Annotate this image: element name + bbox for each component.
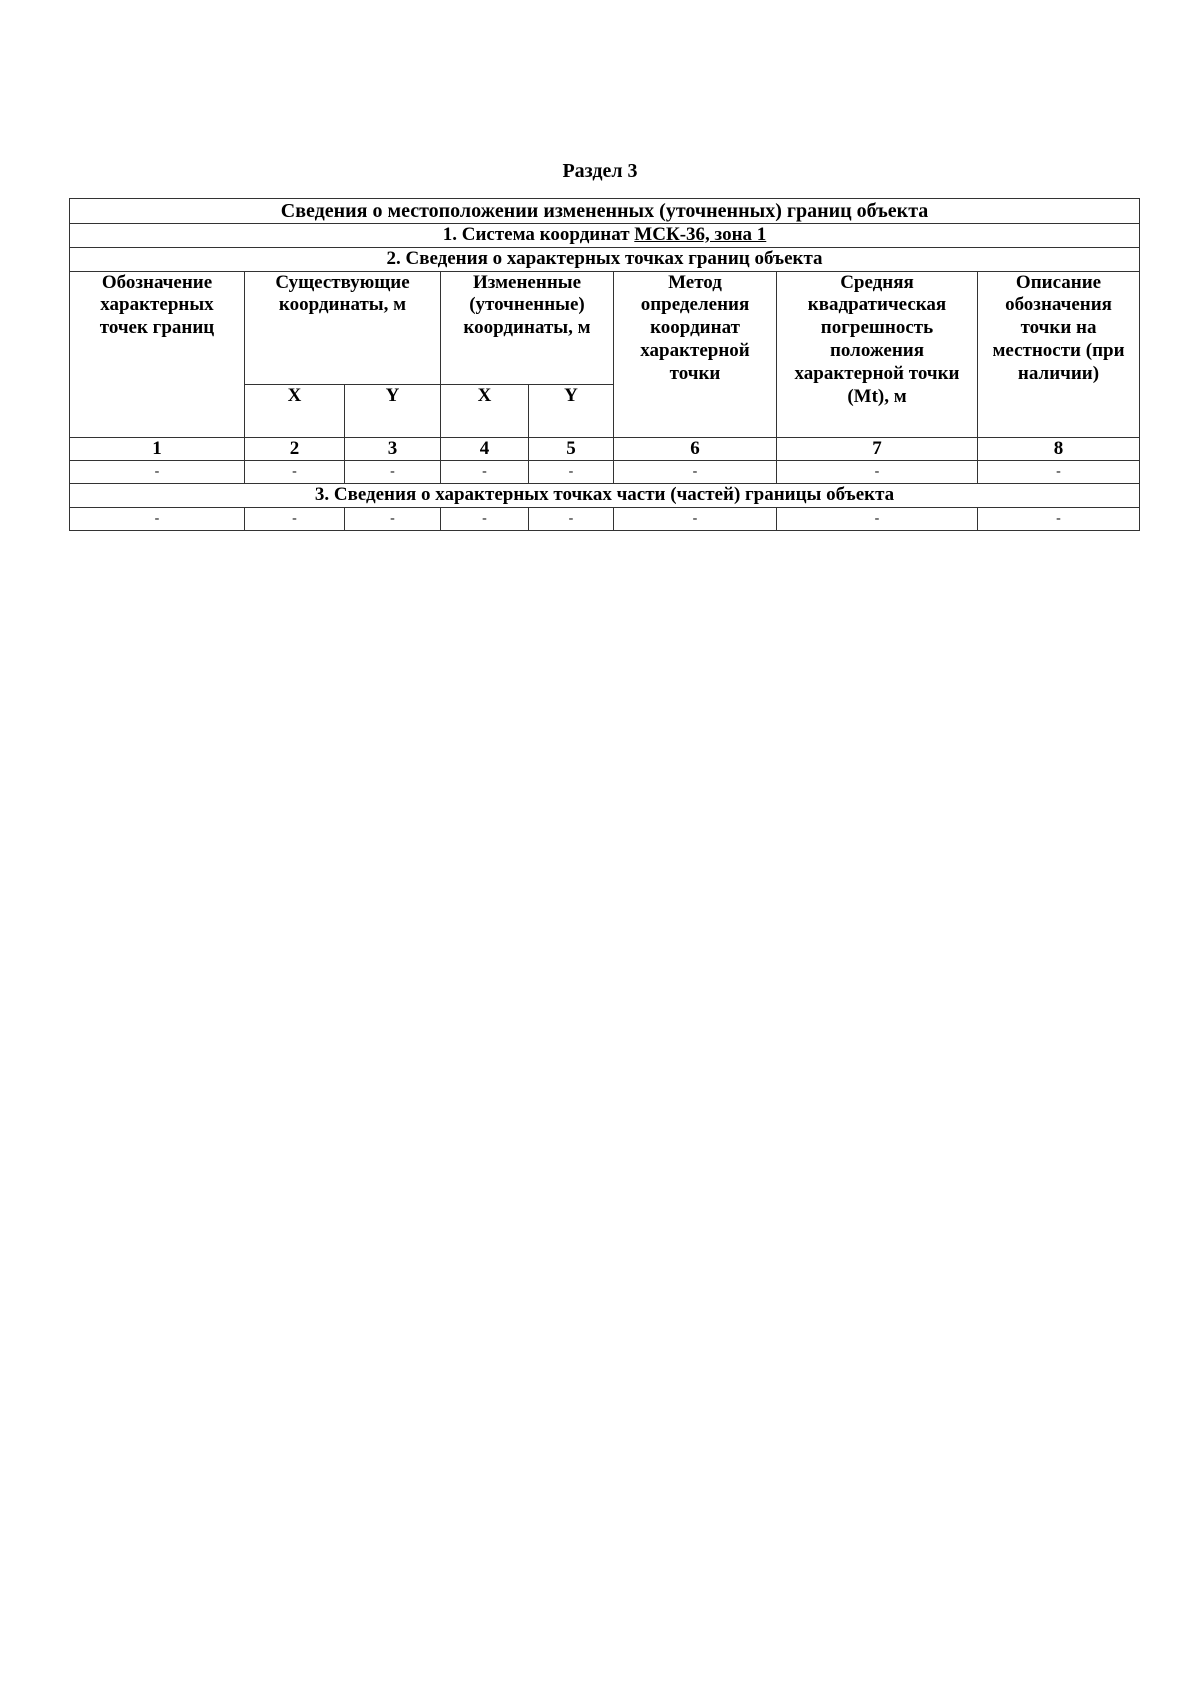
points-section-heading: 2. Сведения о характерных точках границ объекта	[70, 247, 1140, 271]
header-y-existing: Y	[345, 384, 441, 437]
header-row	[70, 271, 1140, 384]
empty-cell: -	[345, 461, 441, 484]
coordinate-system-value: МСК-36, зона 1	[634, 224, 767, 245]
table-title-row	[70, 199, 1140, 224]
column-number: 6	[614, 437, 777, 461]
header-description: Описание обозначения точки на местности (при наличии)	[978, 271, 1140, 437]
empty-cell: -	[70, 508, 245, 531]
column-number: 7	[777, 437, 978, 461]
header-point-designation: Обозначение характерных точек границ	[70, 271, 245, 437]
table-row	[70, 461, 1140, 484]
empty-cell: -	[614, 461, 777, 484]
header-method: Метод определения координат характерной точки	[614, 271, 777, 437]
empty-cell: -	[441, 508, 529, 531]
empty-cell: -	[441, 461, 529, 484]
header-mean-error: Средняя квадратическая погрешность положения характерной точки (Mt), м	[777, 271, 978, 437]
empty-cell: -	[245, 461, 345, 484]
header-x-changed: X	[441, 384, 529, 437]
header-changed-coords: Измененные (уточненные) координаты, м	[441, 271, 614, 384]
table-title: Сведения о местоположении измененных (уточненных) границ объекта	[70, 199, 1140, 224]
coordinate-system-label: 1. Система координат	[442, 224, 635, 245]
column-number: 5	[529, 437, 614, 461]
column-number: 3	[345, 437, 441, 461]
header-x-existing: X	[245, 384, 345, 437]
column-number-row	[70, 437, 1140, 461]
empty-cell: -	[777, 508, 978, 531]
coordinate-system-row	[70, 224, 1140, 248]
table-row	[70, 508, 1140, 531]
empty-cell: -	[70, 461, 245, 484]
empty-cell: -	[529, 461, 614, 484]
empty-cell: -	[978, 461, 1140, 484]
column-number: 8	[978, 437, 1140, 461]
empty-cell: -	[529, 508, 614, 531]
empty-cell: -	[245, 508, 345, 531]
part-points-section-heading: 3. Сведения о характерных точках части (частей) границы объекта	[70, 484, 1140, 508]
empty-cell: -	[978, 508, 1140, 531]
empty-cell: -	[777, 461, 978, 484]
column-number: 4	[441, 437, 529, 461]
empty-cell: -	[614, 508, 777, 531]
coordinate-system-cell	[70, 224, 1140, 248]
section-title: Раздел 3	[562, 160, 638, 182]
column-number: 2	[245, 437, 345, 461]
empty-cell: -	[345, 508, 441, 531]
column-number: 1	[70, 437, 245, 461]
header-y-changed: Y	[529, 384, 614, 437]
header-existing-coords: Существующие координаты, м	[245, 271, 441, 384]
part-points-section-row	[70, 484, 1140, 508]
boundary-table	[69, 198, 1140, 531]
points-section-row	[70, 247, 1140, 271]
